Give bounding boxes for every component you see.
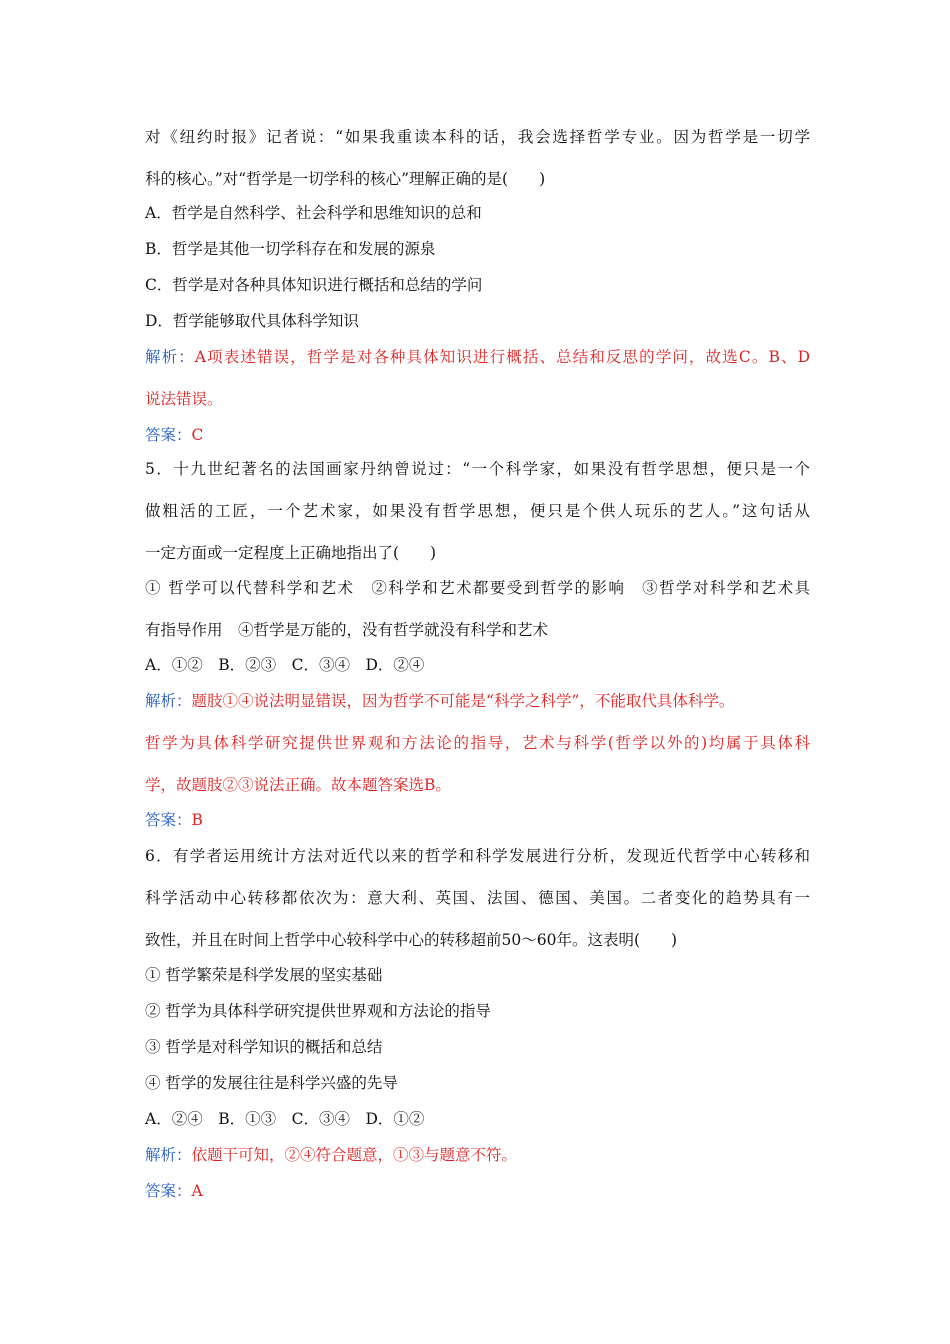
q4-stem-line-1: 对《纽约时报》记者说：“如果我重读本科的话，我会选择哲学专业。因为哲学是一切学 (145, 128, 810, 146)
q5-answer-value: B (191, 811, 203, 829)
q5-items-line-2: 有指导作用 ④哲学是万能的，没有哲学就没有科学和艺术 (145, 621, 549, 639)
q6-item-1: ① 哲学繁荣是科学发展的坚实基础 (145, 966, 383, 984)
q4-answer (145, 424, 810, 446)
q5-analysis-line-3: 学，故题肢②③说法正确。故本题答案选B。 (145, 776, 451, 794)
q5-items-line-1: ① 哲学可以代替科学和艺术 ②科学和艺术都要受到哲学的影响 ③哲学对科学和艺术具 (145, 579, 810, 597)
q5-analysis-line-2: 哲学为具体科学研究提供世界观和方法论的指导，艺术与科学(哲学以外的)均属于具体科 (145, 734, 810, 752)
q6-item-4: ④ 哲学的发展往往是科学兴盛的先导 (145, 1074, 398, 1092)
answer-label: 答案： (145, 1182, 192, 1200)
q4-analysis-text-1: A项表述错误，哲学是对各种具体知识进行概括、总结和反思的学问，故选C。B、D (194, 348, 810, 366)
q6-answer (145, 1180, 810, 1202)
q5-stem-line-1: 5．十九世纪著名的法国画家丹纳曾说过：“一个科学家，如果没有哲学思想，便只是一个 (145, 460, 810, 478)
analysis-label: 解析： (145, 1146, 192, 1164)
q6-stem-line-3: 致性，并且在时间上哲学中心较科学中心的转移超前50～60年。这表明( ) (145, 931, 678, 949)
q6-item-2: ② 哲学为具体科学研究提供世界观和方法论的指导 (145, 1002, 491, 1020)
q6-stem-line-2: 科学活动中心转移都依次为：意大利、英国、法国、德国、美国。二者变化的趋势具有一 (145, 889, 810, 907)
q4-option-a: A．哲学是自然科学、社会科学和思维知识的总和 (145, 204, 482, 222)
q5-answer (145, 809, 810, 831)
q6-options: A．②④ B．①③ C．③④ D．①② (145, 1110, 425, 1128)
q4-option-c: C．哲学是对各种具体知识进行概括和总结的学问 (145, 276, 483, 294)
q5-analysis-line-1 (145, 690, 810, 712)
q5-stem-line-2: 做粗活的工匠，一个艺术家，如果没有哲学思想，便只是个供人玩乐的艺人。”这句话从 (145, 502, 810, 520)
q4-analysis-line-2: 说法错误。 (145, 390, 223, 408)
q6-answer-value: A (191, 1182, 203, 1200)
q6-item-3: ③ 哲学是对科学知识的概括和总结 (145, 1038, 383, 1056)
q4-answer-value: C (191, 426, 204, 444)
q5-stem-line-3: 一定方面或一定程度上正确地指出了( ) (145, 544, 437, 562)
q4-stem-line-2: 科的核心。”对“哲学是一切学科的核心”理解正确的是( ) (145, 170, 546, 188)
analysis-label: 解析： (145, 348, 195, 366)
q6-stem-line-1: 6．有学者运用统计方法对近代以来的哲学和科学发展进行分析，发现近代哲学中心转移和 (145, 847, 810, 865)
analysis-label: 解析： (145, 692, 192, 710)
answer-label: 答案： (145, 811, 192, 829)
q6-analysis-line-1 (145, 1144, 810, 1166)
q4-option-d: D．哲学能够取代具体科学知识 (145, 312, 359, 330)
q4-analysis-line-1 (145, 346, 810, 368)
q4-option-b: B．哲学是其他一切学科存在和发展的源泉 (145, 240, 436, 258)
q5-analysis-text-1: 题肢①④说法明显错误，因为哲学不可能是“科学之科学”，不能取代具体科学。 (191, 692, 735, 710)
q6-analysis-text-1: 依题干可知，②④符合题意，①③与题意不符。 (191, 1146, 518, 1164)
q5-options: A．①② B．②③ C．③④ D．②④ (145, 656, 425, 674)
answer-label: 答案： (145, 426, 192, 444)
